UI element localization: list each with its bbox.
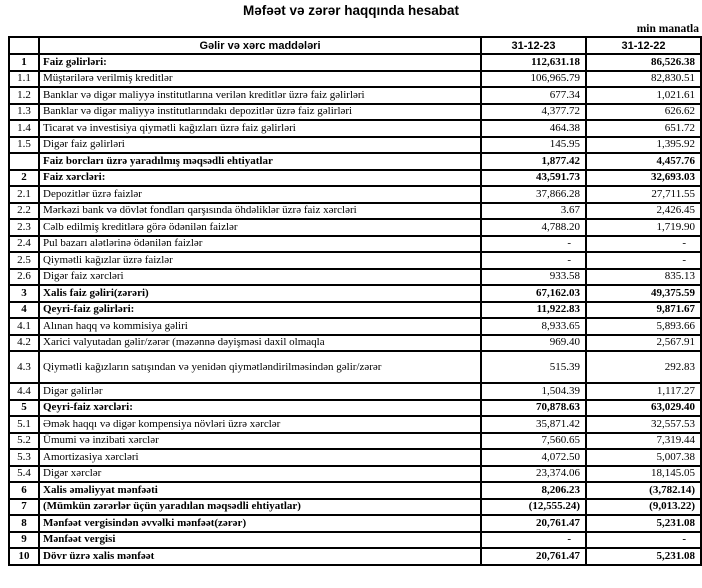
row-label-cell: Mərkəzi bank və dövlət fondları qarşısında öhdəliklər üzrə faiz xərcləri (39, 203, 481, 220)
row-label-cell: Mənfəət vergisi (39, 532, 481, 549)
row-label-cell: Dövr üzrə xalis mənfəət (39, 548, 481, 565)
value-31-12-23-cell: 67,162.03 (481, 285, 586, 302)
value-31-12-23-cell: 106,965.79 (481, 71, 586, 88)
row-label-cell: Digər xərclər (39, 466, 481, 483)
value-31-12-22-cell: 63,029.40 (586, 400, 701, 417)
row-label-cell: Xalis faiz gəliri(zərəri) (39, 285, 481, 302)
header-cell-items: Gəlir və xərc maddələri (39, 37, 481, 54)
row-number-cell: 1 (9, 54, 39, 71)
value-31-12-23-cell: 20,761.47 (481, 515, 586, 532)
table-row (9, 482, 701, 499)
row-label-cell: Alınan haqq və kommisiya gəliri (39, 318, 481, 335)
value-31-12-23-cell: 3.67 (481, 203, 586, 220)
value-31-12-23-cell: 4,788.20 (481, 219, 586, 236)
table-row (9, 203, 701, 220)
row-label-cell: Əmək haqqı və digər kompensiya növləri üzrə xərclər (39, 416, 481, 433)
value-31-12-22-cell: 7,319.44 (586, 433, 701, 450)
row-number-cell: 8 (9, 515, 39, 532)
table-row (9, 153, 701, 170)
value-31-12-23-cell: - (481, 532, 586, 549)
row-label-cell: Cəlb edilmiş kreditlərə görə ödənilən faizlər (39, 219, 481, 236)
value-31-12-23-cell: 112,631.18 (481, 54, 586, 71)
table-row (9, 236, 701, 253)
row-number-cell: 4.3 (9, 351, 39, 383)
row-label-cell: Xalis əməliyyat mənfəəti (39, 482, 481, 499)
row-number-cell: 1.2 (9, 87, 39, 104)
row-label-cell: Banklar və digər maliyyə institutlarındakı depozitlər üzrə faiz gəlirləri (39, 104, 481, 121)
table-row (9, 219, 701, 236)
table-row (9, 548, 701, 565)
value-31-12-22-cell: 1,021.61 (586, 87, 701, 104)
header-cell-empty (9, 37, 39, 54)
value-31-12-22-cell: 835.13 (586, 269, 701, 286)
row-number-cell: 2 (9, 170, 39, 187)
table-row (9, 87, 701, 104)
value-31-12-23-cell: 43,591.73 (481, 170, 586, 187)
row-label-cell: Qeyri-faiz xərcləri: (39, 400, 481, 417)
value-31-12-22-cell: 5,231.08 (586, 515, 701, 532)
value-31-12-23-cell: - (481, 236, 586, 253)
table-row (9, 400, 701, 417)
header-cell-date-2023: 31-12-23 (481, 37, 586, 54)
row-label-cell: Müştərilərə verilmiş kreditlər (39, 71, 481, 88)
value-31-12-22-cell: 5,893.66 (586, 318, 701, 335)
row-number-cell: 5.3 (9, 449, 39, 466)
row-label-cell: Amortizasiya xərcləri (39, 449, 481, 466)
value-31-12-22-cell: 1,719.90 (586, 219, 701, 236)
row-number-cell: 1.4 (9, 120, 39, 137)
value-31-12-22-cell: 4,457.76 (586, 153, 701, 170)
row-number-cell: 2.4 (9, 236, 39, 253)
value-31-12-23-cell: 23,374.06 (481, 466, 586, 483)
value-31-12-22-cell: 1,117.27 (586, 383, 701, 400)
value-31-12-23-cell: 20,761.47 (481, 548, 586, 565)
table-row (9, 433, 701, 450)
report-title: Məfəət və zərər haqqında hesabat (242, 3, 460, 18)
value-31-12-23-cell: 4,377.72 (481, 104, 586, 121)
row-label-cell: (Mümkün zərərlər üçün yaradılan məqsədli ehtiyatlar) (39, 499, 481, 516)
header-cell-date-2022: 31-12-22 (586, 37, 701, 54)
row-label-cell: Qeyri-faiz gəlirləri: (39, 302, 481, 319)
table-row (9, 416, 701, 433)
value-31-12-23-cell: 1,504.39 (481, 383, 586, 400)
value-31-12-23-cell: 933.58 (481, 269, 586, 286)
unit-note: min manatla (636, 23, 699, 35)
value-31-12-23-cell: 8,933.65 (481, 318, 586, 335)
table-row (9, 449, 701, 466)
row-label-cell: Faiz xərcləri: (39, 170, 481, 187)
row-label-cell: Faiz borcları üzrə yaradılmış məqsədli ehtiyatlar (39, 153, 481, 170)
value-31-12-22-cell: 49,375.59 (586, 285, 701, 302)
row-label-cell: Ümumi və inzibati xərclər (39, 433, 481, 450)
value-31-12-23-cell: 35,871.42 (481, 416, 586, 433)
row-label-cell: Xarici valyutadan gəlir/zərər (məzənnə dəyişməsi daxil olmaqla (39, 335, 481, 352)
row-number-cell: 2.2 (9, 203, 39, 220)
row-number-cell: 9 (9, 532, 39, 549)
value-31-12-22-cell: 82,830.51 (586, 71, 701, 88)
table-row (9, 318, 701, 335)
value-31-12-22-cell: 651.72 (586, 120, 701, 137)
row-label-cell: Faiz gəlirləri: (39, 54, 481, 71)
row-label-cell: Digər gəlirlər (39, 383, 481, 400)
row-number-cell: 7 (9, 499, 39, 516)
value-31-12-22-cell: - (586, 532, 701, 549)
row-number-cell: 10 (9, 548, 39, 565)
value-31-12-22-cell: 9,871.67 (586, 302, 701, 319)
table-row (9, 499, 701, 516)
row-number-cell: 4.2 (9, 335, 39, 352)
table-row (9, 170, 701, 187)
value-31-12-23-cell: 8,206.23 (481, 482, 586, 499)
value-31-12-22-cell: 32,693.03 (586, 170, 701, 187)
row-label-cell: Banklar və digər maliyyə institutlarına verilən kreditlər üzrə faiz gəlirləri (39, 87, 481, 104)
table-row (9, 383, 701, 400)
value-31-12-23-cell: 7,560.65 (481, 433, 586, 450)
row-number-cell: 4.1 (9, 318, 39, 335)
row-number-cell: 1.1 (9, 71, 39, 88)
row-label-cell: Pul bazarı alətlərinə ödənilən faizlər (39, 236, 481, 253)
value-31-12-23-cell: 677.34 (481, 87, 586, 104)
row-number-cell: 1.5 (9, 137, 39, 154)
row-label-cell: Digər faiz gəlirləri (39, 137, 481, 154)
value-31-12-23-cell: 464.38 (481, 120, 586, 137)
table-row (9, 186, 701, 203)
row-label-cell: Qiymətli kağızların satışından və yenidən qiymətləndirilməsindən gəlir/zərər (39, 351, 481, 383)
row-number-cell (9, 153, 39, 170)
value-31-12-22-cell: 5,231.08 (586, 548, 701, 565)
value-31-12-22-cell: 5,007.38 (586, 449, 701, 466)
value-31-12-23-cell: 37,866.28 (481, 186, 586, 203)
value-31-12-22-cell: (9,013.22) (586, 499, 701, 516)
value-31-12-22-cell: (3,782.14) (586, 482, 701, 499)
value-31-12-23-cell: 1,877.42 (481, 153, 586, 170)
table-row (9, 532, 701, 549)
row-number-cell: 2.6 (9, 269, 39, 286)
row-number-cell: 6 (9, 482, 39, 499)
value-31-12-22-cell: 18,145.05 (586, 466, 701, 483)
value-31-12-23-cell: 4,072.50 (481, 449, 586, 466)
table-row (9, 120, 701, 137)
row-number-cell: 4.4 (9, 383, 39, 400)
row-number-cell: 2.5 (9, 252, 39, 269)
row-label-cell: Digər faiz xərcləri (39, 269, 481, 286)
row-label-cell: Qiymətli kağızlar üzrə faizlər (39, 252, 481, 269)
value-31-12-23-cell: 70,878.63 (481, 400, 586, 417)
row-number-cell: 5.4 (9, 466, 39, 483)
value-31-12-22-cell: 2,426.45 (586, 203, 701, 220)
row-label-cell: Ticarət və investisiya qiymətli kağızları üzrə faiz gəlirləri (39, 120, 481, 137)
value-31-12-22-cell: 2,567.91 (586, 335, 701, 352)
table-row (9, 269, 701, 286)
value-31-12-22-cell: - (586, 252, 701, 269)
row-number-cell: 4 (9, 302, 39, 319)
row-label-cell: Mənfəət vergisindən əvvəlki mənfəət(zərər) (39, 515, 481, 532)
table-row (9, 252, 701, 269)
row-number-cell: 5.1 (9, 416, 39, 433)
value-31-12-23-cell: - (481, 252, 586, 269)
table-row (9, 285, 701, 302)
table-row (9, 71, 701, 88)
table-row (9, 335, 701, 352)
table-row (9, 302, 701, 319)
row-number-cell: 2.1 (9, 186, 39, 203)
row-label-cell: Depozitlər üzrə faizlər (39, 186, 481, 203)
row-number-cell: 5 (9, 400, 39, 417)
table-row (9, 351, 701, 383)
value-31-12-23-cell: (12,555.24) (481, 499, 586, 516)
value-31-12-23-cell: 11,922.83 (481, 302, 586, 319)
value-31-12-23-cell: 515.39 (481, 351, 586, 383)
row-number-cell: 1.3 (9, 104, 39, 121)
table-row (9, 515, 701, 532)
value-31-12-22-cell: 292.83 (586, 351, 701, 383)
value-31-12-22-cell: - (586, 236, 701, 253)
pnl-table (8, 36, 702, 566)
value-31-12-22-cell: 27,711.55 (586, 186, 701, 203)
value-31-12-22-cell: 32,557.53 (586, 416, 701, 433)
table-row (9, 104, 701, 121)
value-31-12-22-cell: 626.62 (586, 104, 701, 121)
row-number-cell: 2.3 (9, 219, 39, 236)
value-31-12-23-cell: 969.40 (481, 335, 586, 352)
row-number-cell: 5.2 (9, 433, 39, 450)
row-number-cell: 3 (9, 285, 39, 302)
value-31-12-22-cell: 1,395.92 (586, 137, 701, 154)
value-31-12-22-cell: 86,526.38 (586, 54, 701, 71)
table-row (9, 137, 701, 154)
value-31-12-23-cell: 145.95 (481, 137, 586, 154)
table-row (9, 54, 701, 71)
header-row (9, 37, 701, 54)
table-row (9, 466, 701, 483)
